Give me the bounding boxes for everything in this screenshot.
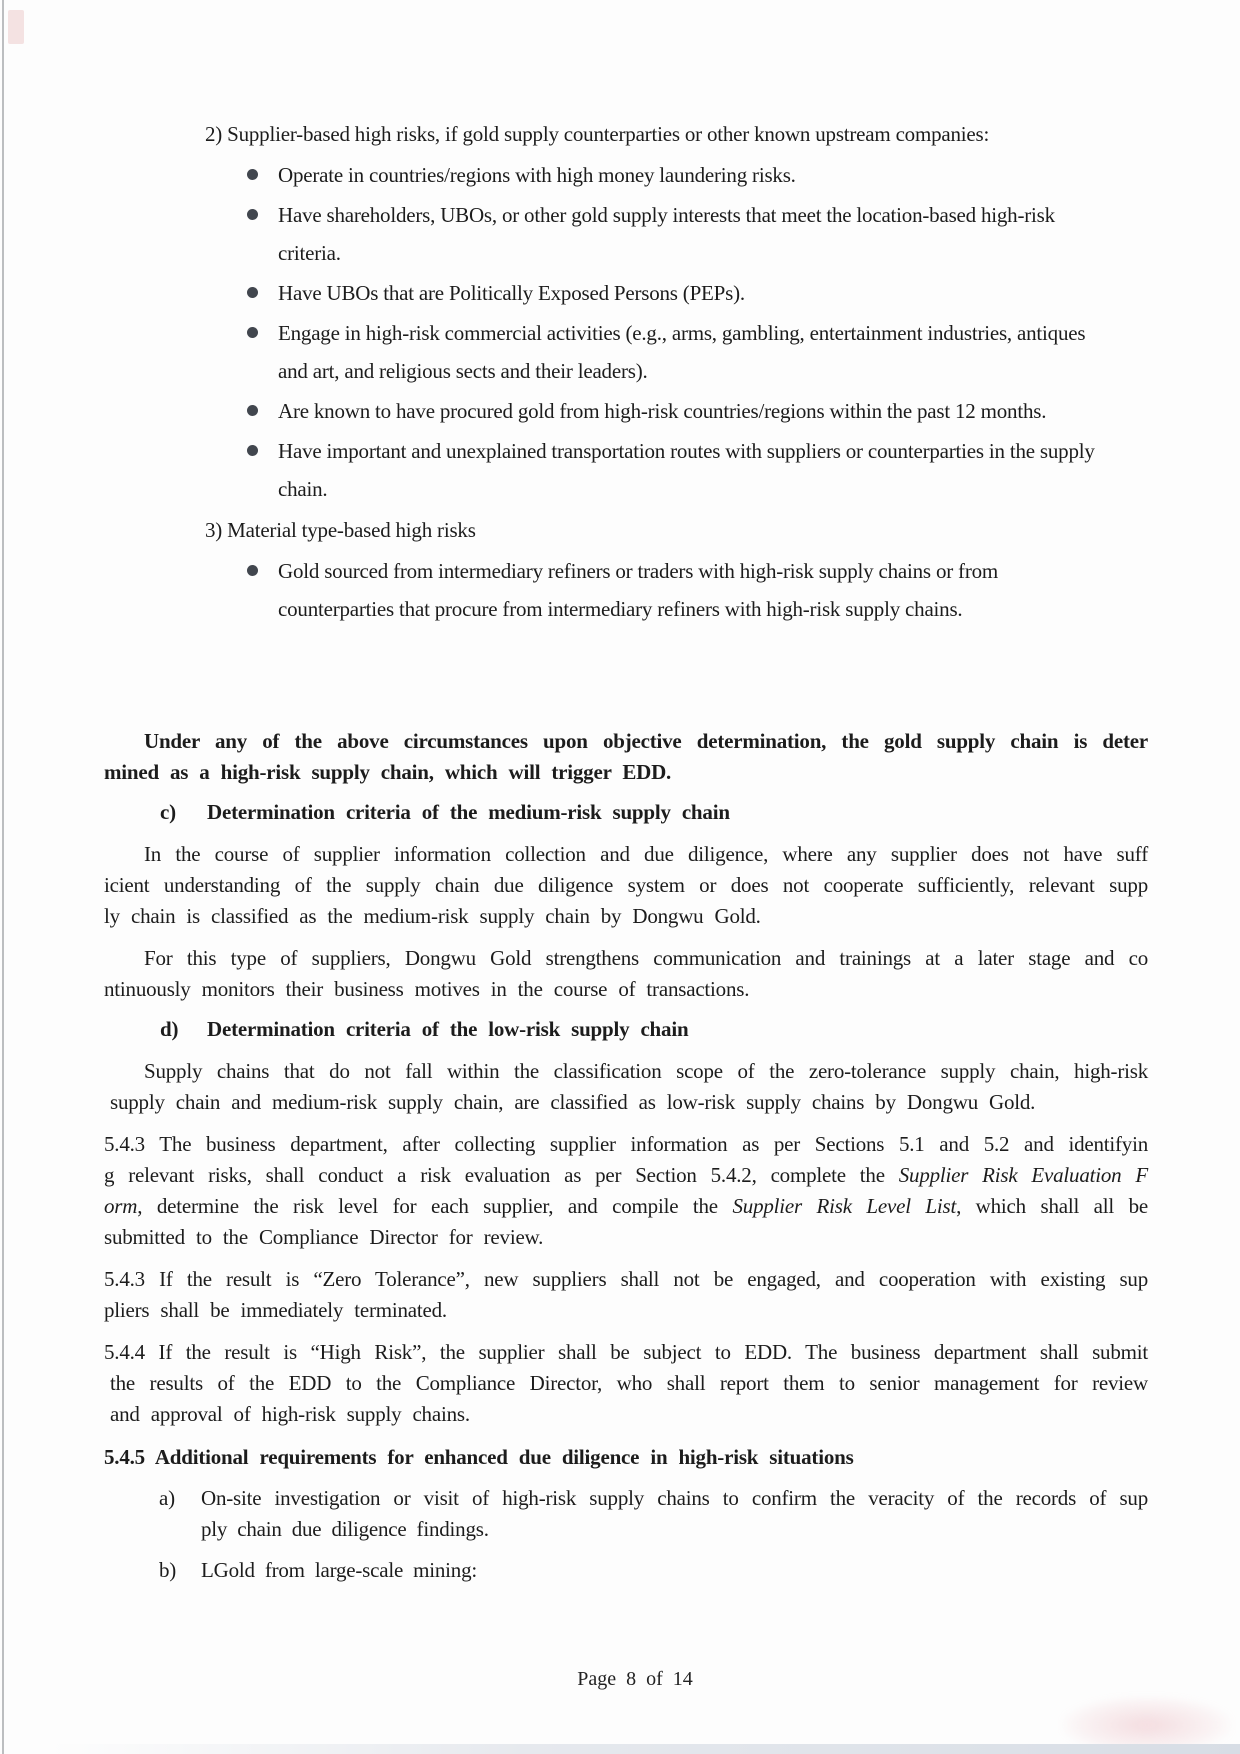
text-line: Operate in countries/regions with high money laundering risks.	[278, 163, 796, 187]
text-run: , which shall all be	[956, 1194, 1149, 1218]
heading-letter-label: d)	[160, 1017, 179, 1041]
text-line	[201, 1555, 1148, 1586]
italic-text-run: orm	[104, 1194, 138, 1218]
list-item-text: Material type-based high risks	[227, 518, 476, 542]
text-run: On-site investigation or visit of high-risk supply chains to confirm the veracity of the records of sup	[201, 1486, 1148, 1510]
text-line	[104, 870, 1148, 901]
bullet-marker-icon	[247, 209, 258, 220]
numbered-list-item	[205, 511, 1240, 549]
bullet-list-item	[278, 432, 1240, 508]
text-line	[104, 1160, 1148, 1191]
text-line	[104, 1129, 1148, 1160]
text-run: ly chain is classified as the medium-risk supply chain by Dongwu Gold.	[104, 904, 761, 928]
alpha-list-item	[159, 1555, 1148, 1586]
heading-letter-label: c)	[160, 800, 176, 824]
text-line	[104, 726, 1148, 757]
text-line: Have important and unexplained transportation routes with suppliers or counterparties in the supply	[278, 439, 1095, 463]
list-number-label: 2)	[205, 122, 228, 146]
bullet-marker-icon	[247, 445, 258, 456]
list-item-text: Supplier-based high risks, if gold supply counterparties or other known upstream companies:	[227, 122, 990, 146]
text-line	[104, 1191, 1148, 1222]
heading-text: Determination criteria of the low-risk supply chain	[207, 1017, 689, 1041]
text-line	[104, 839, 1148, 870]
text-run: g relevant risks, shall conduct a risk evaluation as per Section 5.4.2, complete the	[104, 1163, 899, 1187]
text-run: LGold from large-scale mining:	[201, 1558, 477, 1582]
section-heading: 5.4.5 Additional requirements for enhanced due diligence in high-risk situations	[104, 1445, 854, 1469]
bullet-marker-icon	[247, 405, 258, 416]
bullet-marker-icon	[247, 565, 258, 576]
alpha-list-item	[159, 1483, 1148, 1545]
text-run: 5.4.4 If the result is “High Risk”, the supplier shall be subject to EDD. The business department shall submit	[104, 1340, 1148, 1364]
body-paragraph	[104, 1129, 1148, 1253]
bullet-list-item	[278, 196, 1240, 272]
bullet-list-item	[278, 392, 1240, 430]
text-run: 5.4.3 If the result is “Zero Tolerance”, new suppliers shall not be engaged, and cooperation with existing sup	[104, 1267, 1148, 1291]
text-line	[104, 757, 1148, 788]
lettered-heading	[160, 1014, 1240, 1045]
text-line: and art, and religious sects and their leaders).	[278, 359, 648, 383]
list-letter-label: b)	[159, 1558, 177, 1582]
text-line	[104, 1399, 1148, 1430]
body-paragraph	[104, 1056, 1148, 1118]
text-run: the results of the EDD to the Compliance Director, who shall report them to senior management for review	[110, 1371, 1148, 1395]
text-run: pliers shall be immediately terminated.	[104, 1298, 447, 1322]
text-line: counterparties that procure from intermediary refiners with high-risk supply chains.	[278, 597, 963, 621]
text-line	[104, 1337, 1148, 1368]
list-number-label: 3)	[205, 518, 228, 542]
text-line: chain.	[278, 477, 328, 501]
text-line	[104, 1087, 1148, 1118]
text-line: Have UBOs that are Politically Exposed Persons (PEPs).	[278, 281, 745, 305]
footer-page-number: Page 8 of 14	[577, 1668, 693, 1690]
text-line: Engage in high-risk commercial activities (e.g., arms, gambling, entertainment industries, antiques	[278, 321, 1086, 345]
lettered-heading	[160, 797, 1240, 828]
text-run: icient understanding of the supply chain due diligence system or does not cooperate sufficiently, relevant supp	[104, 873, 1148, 897]
list-letter-label: a)	[159, 1486, 175, 1510]
bullet-list-item	[278, 552, 1240, 628]
text-run: submitted to the Compliance Director for review.	[104, 1225, 544, 1249]
scan-bottom-band	[50, 1744, 1240, 1754]
heading-text: Determination criteria of the medium-risk supply chain	[207, 800, 730, 824]
bullet-marker-icon	[247, 327, 258, 338]
text-line	[104, 974, 1148, 1005]
text-run: ply chain due diligence findings.	[201, 1517, 489, 1541]
text-line: Are known to have procured gold from high-risk countries/regions within the past 12 months.	[278, 399, 1047, 423]
italic-text-run: Supplier Risk Level List	[732, 1194, 957, 1218]
bullet-list-item	[278, 314, 1240, 390]
text-line	[104, 1056, 1148, 1087]
bullet-marker-icon	[247, 287, 258, 298]
text-run: , determine the risk level for each supplier, and compile the	[137, 1194, 733, 1218]
body-paragraph	[104, 943, 1148, 1005]
text-line	[201, 1483, 1148, 1514]
text-line	[201, 1514, 1148, 1545]
emphasis-paragraph	[104, 726, 1148, 788]
text-line	[104, 943, 1148, 974]
text-run: Under any of the above circumstances upon objective determination, the gold supply chain is deter	[144, 729, 1148, 753]
text-run: supply chain and medium-risk supply chain, are classified as low-risk supply chains by Dongwu Gold.	[110, 1090, 1036, 1114]
bullet-list-item	[278, 274, 1240, 312]
text-line	[104, 1368, 1148, 1399]
bullet-list-item	[278, 156, 1240, 194]
body-paragraph	[104, 839, 1148, 932]
text-line	[104, 1264, 1148, 1295]
text-run: For this type of suppliers, Dongwu Gold strengthens communication and trainings at a later stage and co	[144, 946, 1148, 970]
text-line	[104, 1222, 1148, 1253]
body-paragraph	[104, 1337, 1148, 1430]
text-run: ntinuously monitors their business motives in the course of transactions.	[104, 977, 750, 1001]
text-run: mined as a high-risk supply chain, which will trigger EDD.	[104, 760, 672, 784]
text-line: criteria.	[278, 241, 341, 265]
numbered-list-item	[205, 115, 1240, 153]
text-run: and approval of high-risk supply chains.	[110, 1402, 470, 1426]
text-line	[104, 901, 1148, 932]
bullet-marker-icon	[247, 169, 258, 180]
text-run: In the course of supplier information collection and due diligence, where any supplier does not have suff	[144, 842, 1148, 866]
text-run: Supply chains that do not fall within the classification scope of the zero-tolerance supply chain, high-risk	[144, 1059, 1148, 1083]
text-line: Have shareholders, UBOs, or other gold supply interests that meet the location-based high-risk	[278, 203, 1055, 227]
body-paragraph	[104, 1264, 1148, 1326]
text-line	[104, 1295, 1148, 1326]
text-line: Gold sourced from intermediary refiners or traders with high-risk supply chains or from	[278, 559, 999, 583]
italic-text-run: Supplier Risk Evaluation F	[898, 1163, 1148, 1187]
text-run: 5.4.3 The business department, after collecting supplier information as per Sections 5.1 and 5.2 and identifyin	[104, 1132, 1148, 1156]
